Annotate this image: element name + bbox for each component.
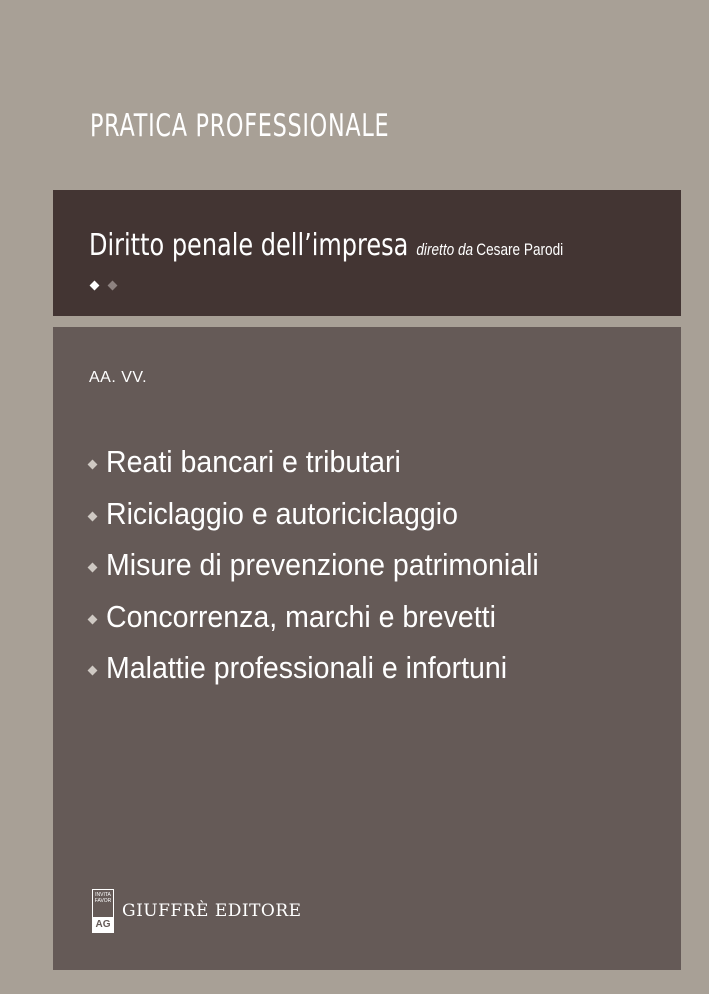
topic-list xyxy=(89,442,576,700)
diamond-icon xyxy=(108,281,118,291)
diamond-bullet-icon xyxy=(88,460,98,470)
topic-label: Concorrenza, marchi e brevetti xyxy=(106,598,496,634)
publisher-name: GIUFFRÈ EDITORE xyxy=(122,901,302,921)
topic-label: Misure di prevenzione patrimoniali xyxy=(106,547,539,582)
topic-label: Riciclaggio e autoriciclaggio xyxy=(106,495,458,531)
logo-monogram: AG xyxy=(93,917,113,932)
diamond-bullet-icon xyxy=(88,614,98,624)
authors: AA. VV. xyxy=(89,369,148,386)
series-title: PRATICA PROFESSIONALE xyxy=(90,108,390,144)
list-item xyxy=(89,648,576,700)
collection-heading xyxy=(89,228,563,263)
publisher xyxy=(92,889,302,933)
diamond-bullet-icon xyxy=(88,666,98,676)
list-item xyxy=(89,442,576,494)
publisher-logo-icon xyxy=(92,889,114,933)
editor-name: Cesare Parodi xyxy=(476,240,564,259)
volume-markers xyxy=(91,276,127,294)
diamond-icon xyxy=(90,281,100,291)
list-item xyxy=(89,597,576,649)
list-item xyxy=(89,494,576,546)
directed-by-label: diretto da xyxy=(416,240,474,259)
content-panel xyxy=(53,327,681,970)
diamond-bullet-icon xyxy=(88,563,98,573)
collection-title: Diritto penale dell’impresa xyxy=(89,228,409,263)
logo-motto: INVITA FAVOR xyxy=(94,892,112,904)
topic-label: Malattie professionali e infortuni xyxy=(106,650,508,685)
diamond-bullet-icon xyxy=(88,511,98,521)
list-item xyxy=(89,545,576,597)
topic-label: Reati bancari e tributari xyxy=(106,444,401,479)
collection-band xyxy=(53,190,681,316)
